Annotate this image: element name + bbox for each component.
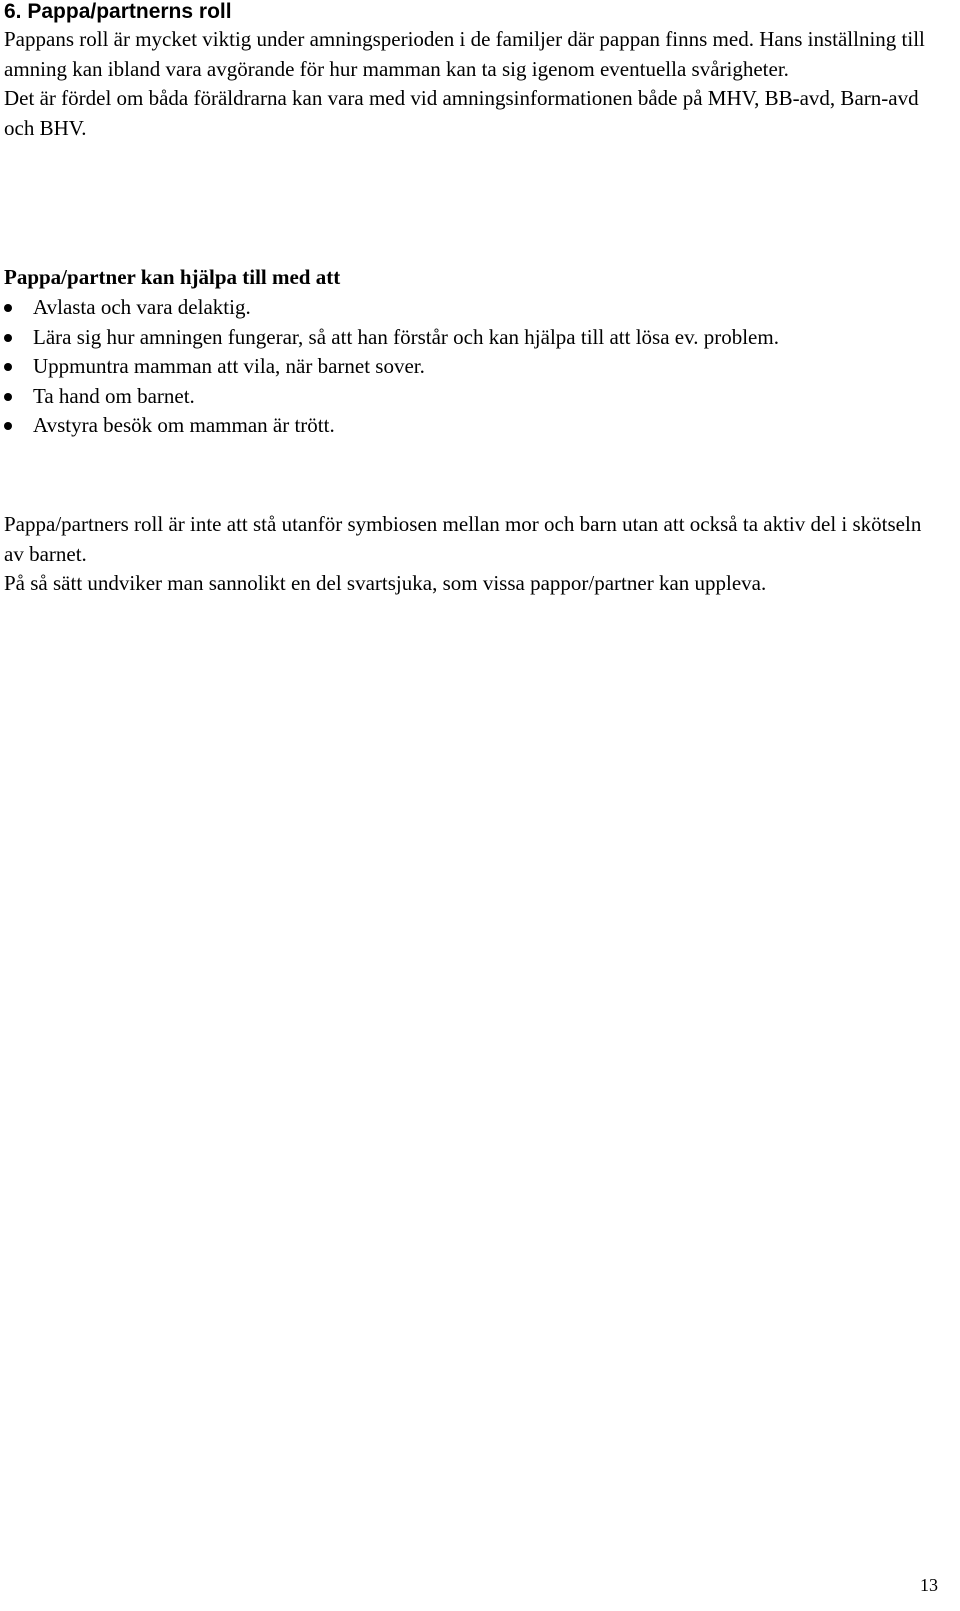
intro-paragraph-2: Det är fördel om båda föräldrarna kan vara med vid amningsinformationen både på MHV, BB-avd, Barn-avd och BHV. (4, 86, 919, 140)
list-item-text: Ta hand om barnet. (33, 383, 195, 408)
list-item-text: Avstyra besök om mamman är trött. (33, 413, 335, 437)
list-item (4, 323, 944, 353)
help-list (4, 293, 944, 441)
closing-paragraph-2: På så sätt undviker man sannolikt en del svartsjuka, som vissa pappor/partner kan uppleva. (4, 571, 767, 595)
page-number: 13 (920, 1575, 938, 1595)
bullet-icon (4, 304, 12, 312)
list-item-text: Lära sig hur amningen fungerar, så att han förstår och kan hjälpa till att lösa ev. problem. (33, 324, 779, 349)
section-heading: 6. Pappa/partnerns roll (4, 0, 232, 23)
closing-text (4, 510, 944, 599)
list-item (4, 382, 944, 412)
list-item (4, 411, 944, 441)
bullet-icon (4, 363, 12, 371)
help-heading: Pappa/partner kan hjälpa till med att (4, 265, 341, 289)
list-item-text: Uppmuntra mamman att vila, när barnet sover. (33, 354, 425, 378)
intro-text (4, 25, 944, 143)
list-item-text: Avlasta och vara delaktig. (33, 295, 251, 319)
bullet-icon (4, 393, 12, 401)
list-item (4, 293, 944, 323)
intro-paragraph-1: Pappans roll är mycket viktig under amningsperioden i de familjer där pappan finns med. Hans inställning till amning kan ibland vara avgörande för hur mamman kan ta sig igenom eventuella svårigheter. (4, 27, 925, 81)
bullet-icon (4, 334, 12, 342)
bullet-icon (4, 422, 12, 430)
closing-paragraph-1: Pappa/partners roll är inte att stå utanför symbiosen mellan mor och barn utan att också ta aktiv del i skötseln av barnet. (4, 512, 922, 566)
list-item (4, 352, 944, 382)
